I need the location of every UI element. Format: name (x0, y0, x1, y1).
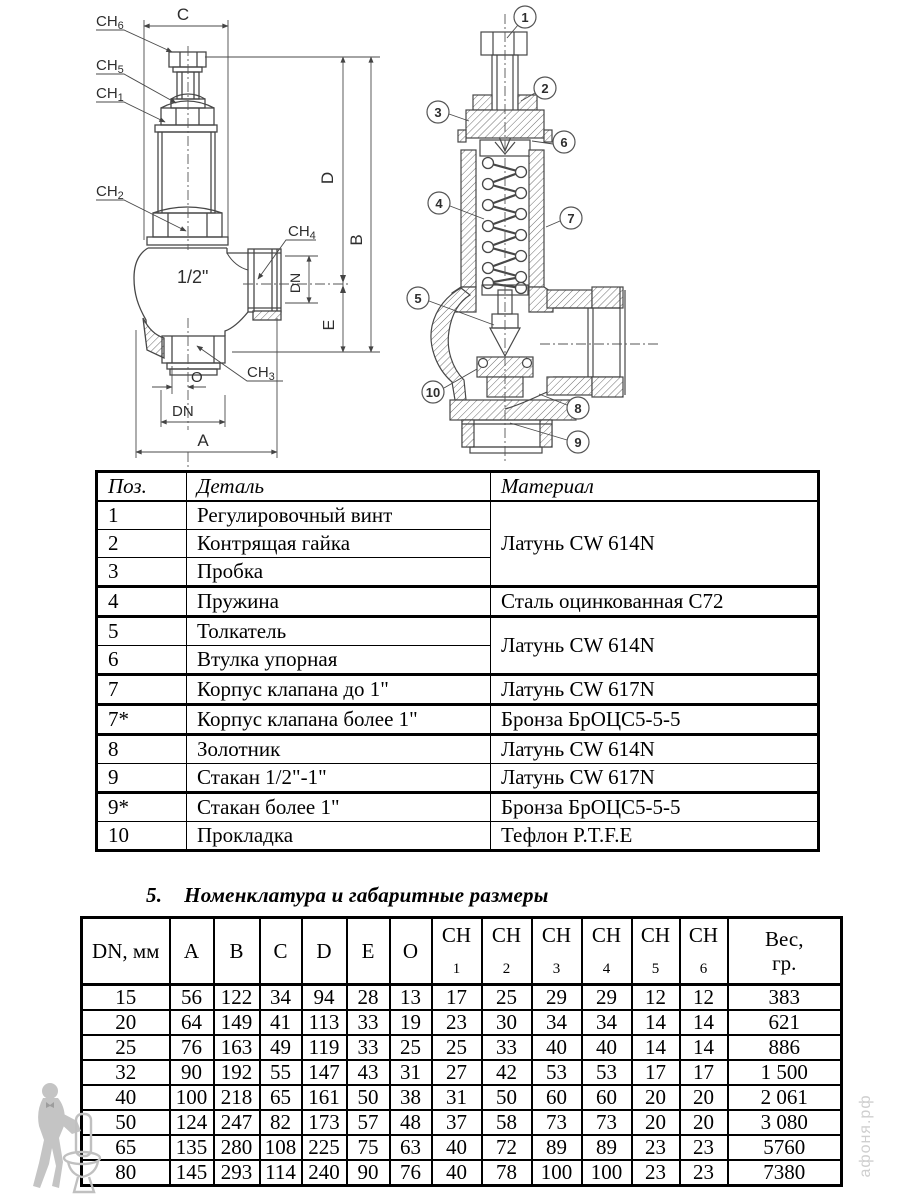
dims-value-cell: 53 (532, 1060, 582, 1085)
parts-pos-cell: 10 (97, 822, 187, 851)
dims-table-row (82, 1035, 842, 1060)
dims-value-cell: 33 (482, 1035, 532, 1060)
parts-pos-cell: 6 (97, 646, 187, 675)
dims-value-cell: 60 (582, 1085, 632, 1110)
dims-value-cell: 48 (390, 1110, 432, 1135)
dims-header-ch5: CH 5 (632, 918, 680, 985)
parts-pos-cell: 9 (97, 764, 187, 793)
dims-table-row (82, 1010, 842, 1035)
left-dimensions (96, 20, 380, 458)
dims-value-cell: 31 (432, 1085, 482, 1110)
parts-pos-cell: 7* (97, 705, 187, 735)
plumber-logo-watermark (2, 1078, 114, 1198)
dims-value-cell: 75 (347, 1135, 390, 1160)
dims-value-cell: 34 (532, 1010, 582, 1035)
parts-detail-cell: Толкатель (187, 617, 491, 646)
balloon-6: 6 (560, 135, 568, 150)
dims-table-row (82, 1160, 842, 1186)
dims-weight-cell: 886 (728, 1035, 842, 1060)
dims-dn-cell: 65 (82, 1135, 170, 1160)
dims-table-row (82, 1060, 842, 1085)
dims-dn-cell: 15 (82, 985, 170, 1011)
dims-value-cell: 192 (214, 1060, 260, 1085)
balloon-10: 10 (425, 385, 441, 400)
dims-value-cell: 23 (432, 1010, 482, 1035)
dims-value-cell: 14 (680, 1010, 728, 1035)
left-outline-drawing (134, 52, 281, 375)
left-centerlines (188, 46, 350, 468)
parts-detail-cell: Корпус клапана более 1" (187, 705, 491, 735)
dims-value-cell: 30 (482, 1010, 532, 1035)
dims-value-cell: 72 (482, 1135, 532, 1160)
dims-value-cell: 64 (170, 1010, 214, 1035)
parts-material-cell: Латунь CW 617N (491, 675, 819, 705)
dims-dn-cell: 20 (82, 1010, 170, 1035)
dims-value-cell: 82 (260, 1110, 302, 1135)
parts-pos-cell: 3 (97, 558, 187, 587)
dims-value-cell: 119 (302, 1035, 347, 1060)
dims-weight-cell: 5760 (728, 1135, 842, 1160)
dims-value-cell: 163 (214, 1035, 260, 1060)
ch6-label: $CH_6$ (96, 13, 124, 32)
parts-table-row (97, 764, 819, 793)
dims-value-cell: 161 (302, 1085, 347, 1110)
parts-table-row (97, 735, 819, 764)
dims-value-cell: 89 (532, 1135, 582, 1160)
dims-value-cell: 20 (632, 1110, 680, 1135)
parts-pos-cell: 8 (97, 735, 187, 764)
dims-value-cell: 58 (482, 1110, 532, 1135)
dims-header-weight: Вес, гр. (728, 918, 842, 985)
dim-o-label: O (191, 369, 203, 386)
parts-detail-cell: Пружина (187, 587, 491, 617)
parts-materials-table (95, 470, 820, 852)
dims-value-cell: 145 (170, 1160, 214, 1186)
dims-value-cell: 17 (680, 1060, 728, 1085)
parts-table-row (97, 822, 819, 851)
dims-value-cell: 57 (347, 1110, 390, 1135)
dims-value-cell: 14 (632, 1035, 680, 1060)
dim-c-label: C (176, 5, 190, 24)
parts-pos-cell: 1 (97, 501, 187, 530)
dims-table-header-row (82, 918, 842, 985)
parts-header-detail: Деталь (187, 472, 491, 502)
dim-e-label: E (321, 319, 338, 331)
dims-value-cell: 33 (347, 1010, 390, 1035)
dims-header-a: A (170, 918, 214, 985)
dims-value-cell: 50 (482, 1085, 532, 1110)
dims-value-cell: 173 (302, 1110, 347, 1135)
dim-dn-bottom-label: DN (172, 403, 194, 420)
dims-dn-cell: 50 (82, 1110, 170, 1135)
dims-weight-cell: 1 500 (728, 1060, 842, 1085)
dims-header-c: C (260, 918, 302, 985)
dims-table-row (82, 1135, 842, 1160)
dims-value-cell: 25 (432, 1035, 482, 1060)
parts-detail-cell: Регулировочный винт (187, 501, 491, 530)
parts-table-row (97, 617, 819, 646)
balloon-3: 3 (434, 105, 442, 120)
dims-dn-cell: 32 (82, 1060, 170, 1085)
dims-value-cell: 108 (260, 1135, 302, 1160)
dims-value-cell: 43 (347, 1060, 390, 1085)
dims-weight-cell: 621 (728, 1010, 842, 1035)
parts-table-body (97, 501, 819, 851)
dims-value-cell: 218 (214, 1085, 260, 1110)
dims-value-cell: 65 (260, 1085, 302, 1110)
ch4-label: $CH_4$ (288, 223, 316, 242)
balloon-1: 1 (521, 10, 529, 25)
dims-header-ch4: CH 4 (582, 918, 632, 985)
dims-table-row (82, 985, 842, 1011)
dims-value-cell: 78 (482, 1160, 532, 1186)
dim-b-label: B (347, 234, 366, 246)
ch5-label: $CH_5$ (96, 57, 124, 76)
dims-value-cell: 41 (260, 1010, 302, 1035)
dim-d-label: D (318, 171, 337, 185)
parts-material-cell: Латунь CW 614N (491, 617, 819, 675)
dims-value-cell: 73 (582, 1110, 632, 1135)
parts-detail-cell: Прокладка (187, 822, 491, 851)
dims-value-cell: 17 (632, 1060, 680, 1085)
dims-value-cell: 247 (214, 1110, 260, 1135)
dims-value-cell: 149 (214, 1010, 260, 1035)
dims-value-cell: 53 (582, 1060, 632, 1085)
dims-value-cell: 34 (582, 1010, 632, 1035)
balloon-7: 7 (567, 211, 575, 226)
dims-value-cell: 38 (390, 1085, 432, 1110)
ch3-label: $CH_3$ (247, 364, 275, 383)
dims-value-cell: 17 (432, 985, 482, 1011)
dims-value-cell: 124 (170, 1110, 214, 1135)
parts-material-cell: Латунь CW 617N (491, 764, 819, 793)
dims-value-cell: 89 (582, 1135, 632, 1160)
parts-material-cell: Бронза БрОЦС5-5-5 (491, 793, 819, 822)
dims-value-cell: 40 (432, 1135, 482, 1160)
dims-value-cell: 25 (482, 985, 532, 1011)
parts-pos-cell: 2 (97, 530, 187, 558)
dims-value-cell: 60 (532, 1085, 582, 1110)
parts-pos-cell: 5 (97, 617, 187, 646)
balloon-8: 8 (574, 401, 582, 416)
dims-value-cell: 29 (532, 985, 582, 1011)
dims-value-cell: 90 (170, 1060, 214, 1085)
dims-value-cell: 63 (390, 1135, 432, 1160)
dims-value-cell: 29 (582, 985, 632, 1011)
dims-value-cell: 23 (632, 1160, 680, 1186)
parts-detail-cell: Втулка упорная (187, 646, 491, 675)
dims-value-cell: 94 (302, 985, 347, 1011)
dims-value-cell: 76 (390, 1160, 432, 1186)
dims-value-cell: 14 (680, 1035, 728, 1060)
balloon-9: 9 (574, 435, 582, 450)
dims-dn-cell: 25 (82, 1035, 170, 1060)
dims-weight-cell: 3 080 (728, 1110, 842, 1135)
dims-value-cell: 55 (260, 1060, 302, 1085)
dims-dn-cell: 80 (82, 1160, 170, 1186)
parts-material-cell: Латунь CW 614N (491, 735, 819, 764)
parts-detail-cell: Пробка (187, 558, 491, 587)
dims-value-cell: 31 (390, 1060, 432, 1085)
dims-header-ch2: CH 2 (482, 918, 532, 985)
parts-material-cell: Бронза БрОЦС5-5-5 (491, 705, 819, 735)
dims-value-cell: 20 (680, 1110, 728, 1135)
ch2-label: $CH_2$ (96, 183, 124, 202)
dims-value-cell: 50 (347, 1085, 390, 1110)
dims-value-cell: 12 (680, 985, 728, 1011)
dims-header-ch3: CH 3 (532, 918, 582, 985)
dims-table-row (82, 1085, 842, 1110)
dims-value-cell: 280 (214, 1135, 260, 1160)
dims-value-cell: 135 (170, 1135, 214, 1160)
parts-table-row (97, 587, 819, 617)
dims-value-cell: 23 (632, 1135, 680, 1160)
dimensions-table (80, 916, 843, 1187)
dims-value-cell: 40 (582, 1035, 632, 1060)
dim-a-label: A (197, 431, 209, 450)
parts-material-cell: Тефлон P.T.F.E (491, 822, 819, 851)
dims-value-cell: 147 (302, 1060, 347, 1085)
left-drawing-labels (96, 5, 366, 450)
balloon-4: 4 (435, 196, 443, 211)
dims-table-row (82, 1110, 842, 1135)
dims-table-body (82, 985, 842, 1186)
dims-value-cell: 76 (170, 1035, 214, 1060)
dims-value-cell: 12 (632, 985, 680, 1011)
dims-value-cell: 40 (432, 1160, 482, 1186)
dims-value-cell: 20 (680, 1085, 728, 1110)
parts-pos-cell: 9* (97, 793, 187, 822)
dims-value-cell: 20 (632, 1085, 680, 1110)
dims-value-cell: 40 (532, 1035, 582, 1060)
parts-header-pos: Поз. (97, 472, 187, 502)
dims-value-cell: 27 (432, 1060, 482, 1085)
dims-value-cell: 113 (302, 1010, 347, 1035)
dims-value-cell: 114 (260, 1160, 302, 1186)
dims-value-cell: 100 (532, 1160, 582, 1186)
dims-value-cell: 25 (390, 1035, 432, 1060)
dims-value-cell: 240 (302, 1160, 347, 1186)
dims-value-cell: 33 (347, 1035, 390, 1060)
dims-weight-cell: 7380 (728, 1160, 842, 1186)
parts-pos-cell: 7 (97, 675, 187, 705)
dims-value-cell: 90 (347, 1160, 390, 1186)
dims-value-cell: 100 (170, 1085, 214, 1110)
parts-material-cell: Сталь оцинкованная С72 (491, 587, 819, 617)
dims-value-cell: 13 (390, 985, 432, 1011)
dims-value-cell: 56 (170, 985, 214, 1011)
parts-detail-cell: Корпус клапана до 1" (187, 675, 491, 705)
dims-header-b: B (214, 918, 260, 985)
dims-weight-cell: 383 (728, 985, 842, 1011)
parts-table-row (97, 675, 819, 705)
parts-material-cell: Латунь CW 614N (491, 501, 819, 587)
dims-value-cell: 23 (680, 1160, 728, 1186)
dims-header-e: E (347, 918, 390, 985)
dims-header-o: O (390, 918, 432, 985)
dims-value-cell: 49 (260, 1035, 302, 1060)
parts-detail-cell: Контрящая гайка (187, 530, 491, 558)
dims-weight-cell: 2 061 (728, 1085, 842, 1110)
dims-value-cell: 42 (482, 1060, 532, 1085)
dims-header-dn: DN, мм (82, 918, 170, 985)
parts-table-row (97, 793, 819, 822)
dims-value-cell: 28 (347, 985, 390, 1011)
dims-value-cell: 225 (302, 1135, 347, 1160)
dims-value-cell: 14 (632, 1010, 680, 1035)
technical-drawings-svg (0, 0, 900, 470)
dims-value-cell: 37 (432, 1110, 482, 1135)
parts-detail-cell: Золотник (187, 735, 491, 764)
balloon-5: 5 (414, 291, 422, 306)
parts-table-header-row (97, 472, 819, 502)
dims-header-ch6: CH 6 (680, 918, 728, 985)
section-number: 5. (146, 883, 163, 907)
section-title: Номенклатура и габаритные размеры (184, 883, 549, 907)
parts-detail-cell: Стакан 1/2"-1" (187, 764, 491, 793)
dims-value-cell: 122 (214, 985, 260, 1011)
section-heading (146, 883, 549, 908)
dims-header-d: D (302, 918, 347, 985)
dim-dn-side-label: DN (287, 272, 303, 294)
parts-table-row (97, 705, 819, 735)
ch1-label: $CH_1$ (96, 85, 124, 104)
balloon-2: 2 (541, 81, 549, 96)
dims-value-cell: 23 (680, 1135, 728, 1160)
site-watermark: афоня.рф (857, 1094, 874, 1178)
parts-detail-cell: Стакан более 1" (187, 793, 491, 822)
dims-value-cell: 73 (532, 1110, 582, 1135)
parts-pos-cell: 4 (97, 587, 187, 617)
dims-value-cell: 19 (390, 1010, 432, 1035)
dims-dn-cell: 40 (82, 1085, 170, 1110)
parts-header-material: Материал (491, 472, 819, 502)
cross-section-drawing (431, 32, 625, 453)
dims-value-cell: 293 (214, 1160, 260, 1186)
dims-header-ch1: CH 1 (432, 918, 482, 985)
size-label: 1/2" (177, 267, 209, 287)
parts-table-row (97, 501, 819, 530)
dims-value-cell: 100 (582, 1160, 632, 1186)
dims-value-cell: 34 (260, 985, 302, 1011)
